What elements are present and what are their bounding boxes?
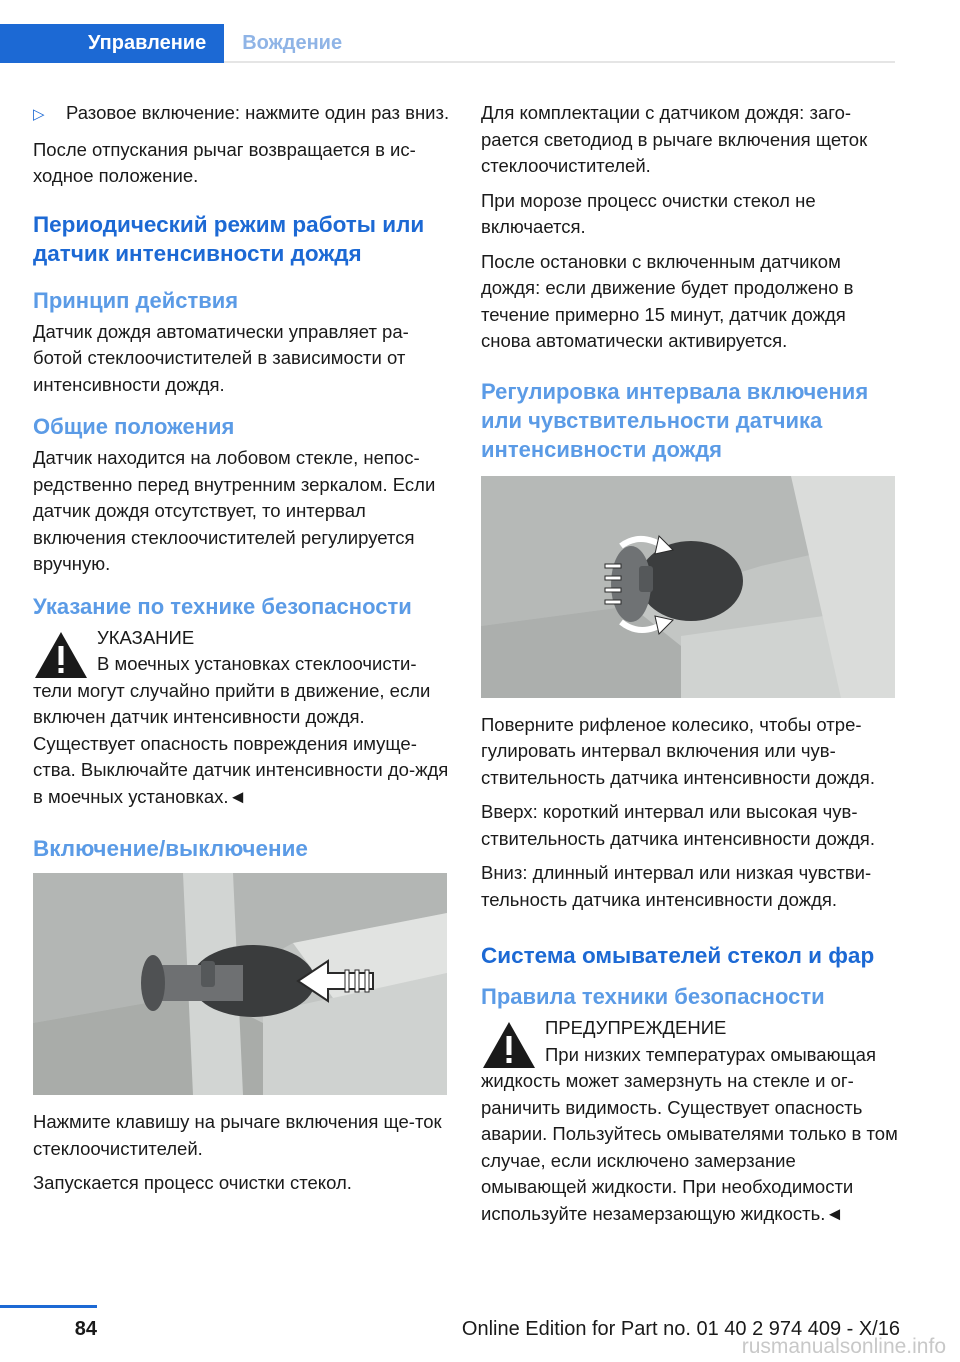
warning-block [481, 1015, 899, 1227]
footer-accent-bar [0, 1305, 97, 1308]
paragraph: Вверх: короткий интервал или высокая чув-ствительность датчика интенсивности дождя. [481, 801, 875, 849]
subheading-principle: Принцип действия [33, 287, 239, 313]
warning-triangle-icon [33, 629, 89, 681]
paragraph: При морозе процесс очистки стекол не включается. [481, 189, 816, 237]
paragraph: Датчик дождя автоматически управляет ра-ботой стеклоочистителей в зависимости от интенсивности дождя. [33, 320, 409, 395]
subheading-adjust: Регулировка интервала включения или чувствительности датчика интенсивности дождя [481, 378, 869, 462]
paragraph: Поверните рифленое колесико, чтобы отре-гулировать интервал включения или чув-ствительность датчика интенсивности дождя. [481, 713, 875, 788]
warning-triangle-icon [481, 1019, 537, 1071]
header-divider-accent [0, 61, 224, 63]
bullet-item [33, 100, 451, 129]
triangle-bullet-icon: ▷ [33, 106, 45, 123]
header-tabs [0, 24, 360, 62]
warning-text: жидкость может замерзнуть на стекле и ог-раничить видимость. Существует опасность аварии. Пользуйтесь омывателями только в том случае, если исключено замерзание омывающей жидкости. При необходимости используйте незамерзающую жидкость.◄ [481, 1070, 898, 1224]
bullet-text: Разовое включение: нажмите один раз вниз. [66, 102, 450, 123]
notice-text-first-line: В моечных установках стеклоочисти- [97, 653, 417, 674]
subheading-rules: Правила техники безопасности [481, 984, 825, 1009]
wiper-lever-press-image [33, 873, 447, 1095]
subheading-safety: Указание по технике безопасности [33, 593, 412, 619]
tab-driving[interactable]: Вождение [242, 32, 343, 54]
notice-text: тели могут случайно прийти в движение, если включен датчик интенсивности дождя. Существует опасность повреждения имуще-ства. Выключайте датчик интенсивности до-ждя в моечных установках.◄ [33, 679, 449, 807]
paragraph: Вниз: длинный интервал или низкая чувстви-тельность датчика интенсивности дождя. [481, 862, 872, 910]
edition-info: Online Edition for Part no. 01 40 2 974 409 - X/16 [461, 1318, 900, 1340]
right-column [481, 100, 899, 1233]
warning-text-first-line: При низких температурах омывающая [545, 1043, 876, 1065]
page-number: 84 [74, 1318, 97, 1340]
notice-title: УКАЗАНИЕ [97, 626, 195, 648]
paragraph: Нажмите клавишу на рычаге включения ще-ток стеклоочистителей. [33, 1111, 442, 1159]
section-heading-washer: Система омывателей стекол и фар [481, 943, 875, 968]
wiper-wheel-rotate-image [481, 476, 895, 698]
tab-controls[interactable]: Управление [0, 24, 224, 62]
watermark: rusmanualsonline.info [741, 1335, 946, 1358]
paragraph: Запускается процесс очистки стекол. [33, 1172, 352, 1193]
paragraph: После отпускания рычаг возвращается в ис-ходное положение. [33, 138, 416, 186]
paragraph: После остановки с включенным датчиком дождя: если движение будет продолжено в течение примерно 15 минут, датчик дождя снова автоматически активируется. [481, 250, 854, 351]
subheading-general: Общие положения [33, 414, 235, 439]
notice-block [33, 625, 451, 811]
paragraph: Для комплектации с датчиком дождя: заго-рается светодиод в рычаге включения щеток стеклоочистителей. [481, 102, 868, 176]
warning-title: ПРЕДУПРЕЖДЕНИЕ [545, 1017, 727, 1038]
paragraph: Датчик находится на лобовом стекле, непос-редственно перед внутренним зеркалом. Если датчик дождя отсутствует, то интервал включения стеклоочистителей регулируется вручную. [33, 447, 436, 574]
section-heading-on-off: Включение/выключение [33, 836, 308, 861]
left-column [33, 100, 451, 1205]
section-heading-periodic: Периодический режим работы или датчик интенсивности дождя [33, 211, 425, 266]
